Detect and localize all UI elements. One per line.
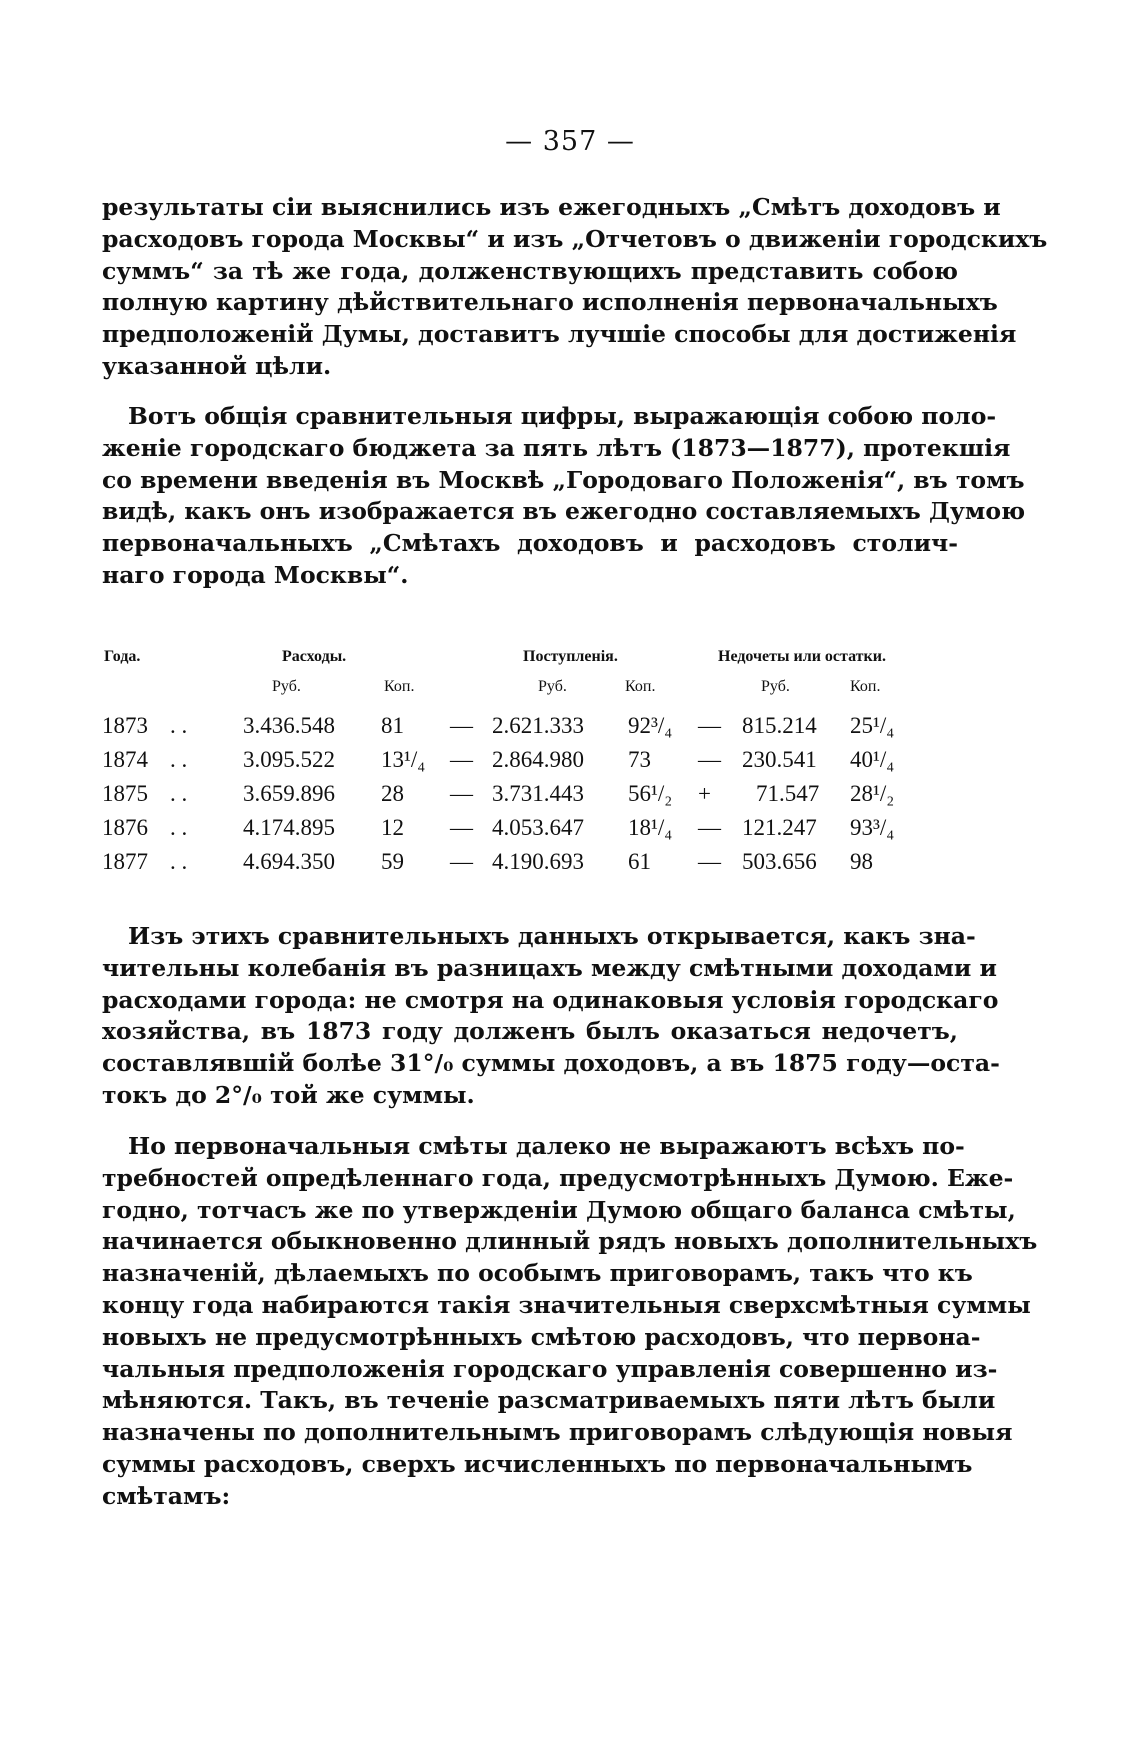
page-number: — 357 — <box>505 126 635 157</box>
text-line: видѣ, какъ онъ изображается въ ежегодно составляемыхъ Думою <box>102 497 1026 526</box>
table-row <box>0 815 1140 849</box>
text-line: новыхъ не предусмотрѣнныхъ смѣтою расходовъ, что первона- <box>102 1322 981 1351</box>
cell-rec-kop: 56¹/₂ <box>628 781 673 806</box>
text-line: расходовъ города Москвы“ и изъ „Отчетовъ о движеніи городскихъ <box>102 224 1048 253</box>
text-line: требностей опредѣленнаго года, предусмотрѣнныхъ Думою. Еже- <box>102 1163 1014 1192</box>
cell-rec-sign: — <box>450 747 473 772</box>
cell-exp-kop: 81 <box>381 713 404 738</box>
text-line: мѣняются. Такъ, въ теченіе разсматриваемыхъ пяти лѣтъ были <box>102 1386 996 1415</box>
cell-exp-rub: 3.095.522 <box>243 747 335 772</box>
cell-dots: . . <box>170 713 188 738</box>
cell-rec-rub: 2.864.980 <box>492 747 584 772</box>
text-line: со времени введенія въ Москвѣ „Городоваго Положенія“, въ томъ <box>102 465 1025 494</box>
cell-bal-sign: — <box>698 747 721 772</box>
subheader-bal-kop: Коп. <box>850 678 881 695</box>
text-line: составлявшій болѣе 31°/₀ суммы доходовъ, а въ 1875 году—оста- <box>102 1049 1000 1078</box>
column-header-expenses: Расходы. <box>282 648 347 665</box>
text-line: назначены по дополнительнымъ приговорамъ слѣдующія новыя <box>102 1418 1013 1447</box>
cell-bal-kop: 25¹/₄ <box>850 713 895 738</box>
cell-dots: . . <box>170 849 188 874</box>
cell-dots: . . <box>170 747 188 772</box>
cell-exp-rub: 3.436.548 <box>243 713 335 738</box>
text-line: назначеній, дѣлаемыхъ по особымъ приговорамъ, такъ что къ <box>102 1259 973 1288</box>
text-line: суммы расходовъ, сверхъ исчисленныхъ по первоначальнымъ <box>102 1449 973 1478</box>
cell-exp-rub: 3.659.896 <box>243 781 335 806</box>
text-line: концу года набираются такія значительныя сверхсмѣтныя суммы <box>102 1290 1031 1319</box>
cell-year: 1875 <box>102 781 148 806</box>
cell-bal-kop: 93³/₄ <box>850 815 895 840</box>
text-line: смѣтамъ: <box>102 1481 231 1510</box>
text-line: чительны колебанія въ разницахъ между смѣтными доходами и <box>102 953 997 982</box>
cell-rec-rub: 3.731.443 <box>492 781 584 806</box>
subheader-rec-rub: Руб. <box>538 678 567 695</box>
cell-rec-kop: 92³/₄ <box>628 713 673 738</box>
text-line: начинается обыкновенно длинный рядъ новыхъ дополнительныхъ <box>102 1227 1038 1256</box>
cell-rec-sign: — <box>450 849 473 874</box>
cell-bal-rub: 815.214 <box>742 713 817 738</box>
text-line: суммъ“ за тѣ же года, долженствующихъ представить собою <box>102 256 958 285</box>
cell-bal-sign: — <box>698 815 721 840</box>
column-header-receipts: Поступленія. <box>523 648 618 665</box>
cell-exp-rub: 4.174.895 <box>243 815 335 840</box>
cell-exp-rub: 4.694.350 <box>243 849 335 874</box>
table-row <box>0 713 1140 747</box>
text-line: наго города Москвы“. <box>102 560 409 589</box>
cell-rec-rub: 2.621.333 <box>492 713 584 738</box>
cell-bal-kop: 98 <box>850 849 873 874</box>
cell-exp-kop: 12 <box>381 815 404 840</box>
cell-dots: . . <box>170 815 188 840</box>
subheader-exp-rub: Руб. <box>272 678 301 695</box>
cell-rec-rub: 4.190.693 <box>492 849 584 874</box>
subheader-bal-rub: Руб. <box>761 678 790 695</box>
text-line: первоначальныхъ „Смѣтахъ доходовъ и расходовъ столич- <box>102 529 958 558</box>
paragraph-1 <box>102 192 1048 383</box>
text-line: полную картину дѣйствительнаго исполненія первоначальныхъ <box>102 288 998 317</box>
cell-rec-kop: 73 <box>628 747 651 772</box>
text-line: указанной цѣли. <box>102 351 332 380</box>
cell-year: 1873 <box>102 713 148 738</box>
table-row <box>0 849 1140 883</box>
cell-rec-rub: 4.053.647 <box>492 815 584 840</box>
cell-bal-rub: 121.247 <box>742 815 817 840</box>
paragraph-3 <box>102 921 1000 1112</box>
cell-bal-rub: 71.547 <box>756 781 820 806</box>
cell-year: 1876 <box>102 815 148 840</box>
text-line: токъ до 2°/₀ той же суммы. <box>102 1080 475 1109</box>
text-line: расходами города: не смотря на одинаковыя условія городскаго <box>102 985 999 1014</box>
cell-year: 1874 <box>102 747 148 772</box>
cell-rec-kop: 18¹/₄ <box>628 815 673 840</box>
cell-bal-sign: — <box>698 849 721 874</box>
text-line: Но первоначальныя смѣты далеко не выражаютъ всѣхъ по- <box>128 1132 965 1160</box>
text-line: предположеній Думы, доставитъ лучшіе способы для достиженія <box>102 320 1017 349</box>
paragraph-2 <box>102 401 1026 592</box>
cell-rec-sign: — <box>450 815 473 840</box>
paragraph-4 <box>102 1131 1038 1513</box>
cell-bal-rub: 230.541 <box>742 747 817 772</box>
text-line: Вотъ общія сравнительныя цифры, выражающія собою поло- <box>128 402 997 430</box>
table-row <box>0 781 1140 815</box>
cell-bal-sign: + <box>698 781 711 806</box>
text-line: результаты сіи выяснились изъ ежегодныхъ „Смѣтъ доходовъ и <box>102 193 1001 221</box>
text-line: годно, тотчасъ же по утвержденіи Думою общаго баланса смѣты, <box>102 1195 1016 1224</box>
cell-exp-kop: 28 <box>381 781 404 806</box>
cell-rec-kop: 61 <box>628 849 651 874</box>
cell-dots: . . <box>170 781 188 806</box>
cell-bal-sign: — <box>698 713 721 738</box>
text-line: женіе городскаго бюджета за пять лѣтъ (1873—1877), протекшія <box>102 433 1011 462</box>
subheader-exp-kop: Коп. <box>384 678 415 695</box>
cell-bal-kop: 40¹/₄ <box>850 747 895 772</box>
text-line: хозяйства, въ 1873 году долженъ былъ оказаться недочетъ, <box>102 1017 958 1046</box>
cell-rec-sign: — <box>450 781 473 806</box>
text-line: Изъ этихъ сравнительныхъ данныхъ открывается, какъ зна- <box>128 922 976 950</box>
text-line: чальныя предположенія городскаго управленія совершенно из- <box>102 1354 998 1383</box>
cell-bal-kop: 28¹/₂ <box>850 781 895 806</box>
cell-exp-kop: 59 <box>381 849 404 874</box>
subheader-rec-kop: Коп. <box>625 678 656 695</box>
column-header-balance: Недочеты или остатки. <box>718 648 886 665</box>
cell-bal-rub: 503.656 <box>742 849 817 874</box>
table-row <box>0 747 1140 781</box>
cell-year: 1877 <box>102 849 148 874</box>
cell-exp-kop: 13¹/₄ <box>381 747 426 772</box>
column-header-year: Года. <box>104 648 141 665</box>
cell-rec-sign: — <box>450 713 473 738</box>
